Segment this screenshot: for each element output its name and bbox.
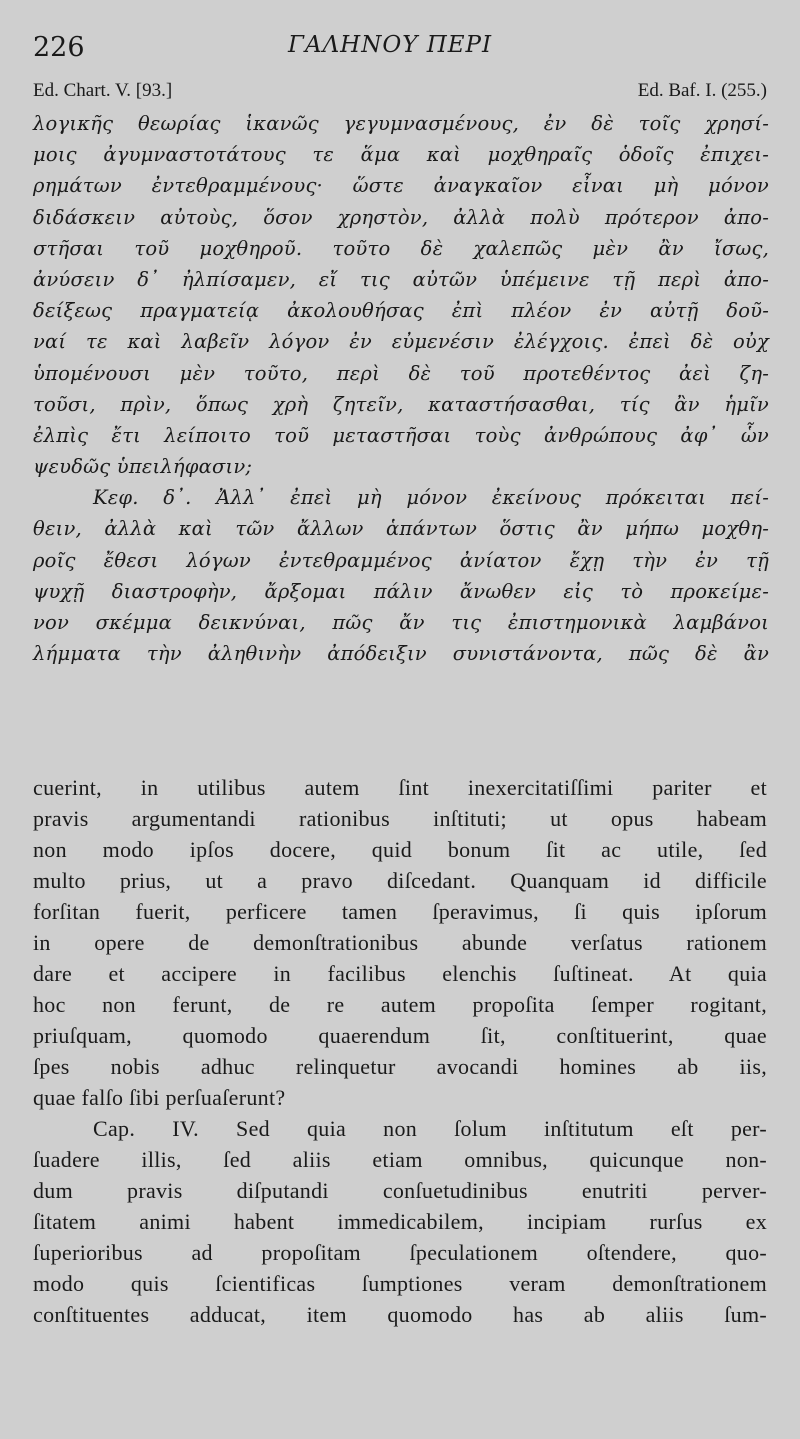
latin-line: pravis argumentandi rationibus inſtituti; ut opus habeam [33,806,767,831]
greek-text-block [33,108,769,669]
greek-line: ναί τε καὶ λαβεῖν λόγον ἐν εὐμενέσιν ἐλέγχοις. ἐπεὶ δὲ οὐχ [33,330,769,354]
latin-line: modo quis ſcientificas ſumptiones veram demonſtrationem [33,1271,767,1296]
latin-line: ſitatem animi habent immedicabilem, incipiam rurſus ex [33,1209,767,1234]
latin-line: ſuperioribus ad propoſitam ſpeculationem oſtendere, quo- [33,1240,767,1265]
greek-line: μοις ἀγυμναστοτάτους τε ἅμα καὶ μοχθηραῖς ὁδοῖς ἐπιχει- [33,143,769,167]
greek-line: ψυχῇ διαστροφὴν, ἄρξομαι πάλιν ἄνωθεν εἰς τὸ προκείμε- [33,579,769,603]
latin-text-block [33,772,767,1330]
greek-line: ὑπομένουσι μὲν τοῦτο, περὶ δὲ τοῦ προτεθέντος ἀεὶ ζη- [33,361,769,385]
greek-line: θειν, ἀλλὰ καὶ τῶν ἄλλων ἁπάντων ὅστις ἂν μήπω μοχθη- [33,517,769,541]
greek-line: τοῦσι, πρὶν, ὅπως χρὴ ζητεῖν, καταστήσασθαι, τίς ἂν ἡμῖν [33,392,769,416]
greek-line: ἀνύσειν δ᾽ ἠλπίσαμεν, εἴ τις αὐτῶν ὑπέμεινε τῇ περὶ ἀπο- [33,267,769,291]
latin-line: dum pravis diſputandi conſuetudinibus enutriti perver- [33,1178,767,1203]
greek-line: λογικῆς θεωρίας ἱκανῶς γεγυμνασμένους, ἐν δὲ τοῖς χρησί- [33,112,769,135]
latin-line: dare et accipere in facilibus elenchis ſuſtineat. At quia [33,961,767,986]
latin-line: non modo ipſos docere, quid bonum ſit ac utile, ſed [33,837,767,862]
page-number: 226 [33,32,85,63]
latin-line: multo prius, ut a pravo diſcedant. Quanquam id difficile [33,868,767,893]
latin-line: conſtituentes adducat, item quomodo has ab aliis ſum- [33,1302,767,1327]
latin-line: hoc non ferunt, de re autem propoſita ſemper rogitant, [33,992,767,1017]
running-head [33,28,773,68]
greek-line: στῆσαι τοῦ μοχθηροῦ. τοῦτο δὲ χαλεπῶς μὲν ἂν ἴσως, [33,236,769,260]
latin-line: in opere de demonſtrationibus abunde verſatus rationem [33,930,767,955]
greek-line: ροῖς ἔθεσι λόγων ἐντεθραμμένος ἀνίατον ἔχῃ τὴν ἐν τῇ [33,548,769,572]
running-title: ΓΑΛΗΝΟΥ ΠΕΡΙ [288,32,493,58]
greek-line: νον σκέμμα δεικνύναι, πῶς ἄν τις ἐπιστημονικὰ λαμβάνοι [33,611,769,634]
edition-reference-chart: Ed. Chart. V. [93.] [33,80,173,101]
greek-line: λήμματα τὴν ἀληθινὴν ἀπόδειξιν συνιστάνοντα, πῶς δὲ ἂν [33,642,769,666]
greek-line: ἐλπὶς ἔτι λείποιτο τοῦ μεταστῆσαι τοὺς ἀνθρώπους ἀφ᾽ ὧν [33,423,769,447]
latin-line: cuerint, in utilibus autem ſint inexercitatiſſimi pariter et [33,775,767,800]
latin-chapter-heading-line: Cap. IV. Sed quia non ſolum inſtitutum eſt per- [93,1116,767,1141]
latin-line: quae falſo ſibi perſuaſerunt? [33,1085,286,1110]
greek-line: διδάσκειν αὐτοὺς, ὅσον χρηστὸν, ἀλλὰ πολὺ πρότερον ἀπο- [33,205,769,229]
edition-references [33,80,767,108]
edition-reference-basel: Ed. Baf. I. (255.) [637,80,767,101]
latin-line: ſuadere illis, ſed aliis etiam omnibus, quicunque non- [33,1147,767,1172]
greek-chapter-heading-line: Κεφ. δ᾽. Ἀλλ᾽ ἐπεὶ μὴ μόνον ἐκείνους πρόκειται πεί- [93,486,769,510]
latin-line: priuſquam, quomodo quaerendum ſit, conſtituerint, quae [33,1023,767,1048]
greek-line: ψευδῶς ὑπειλήφασιν; [33,455,253,479]
greek-line: δείξεως πραγματείᾳ ἀκολουθήσας ἐπὶ πλέον ἐν αὐτῇ δοῦ- [33,299,769,323]
latin-line: forſitan fuerit, perficere tamen ſperavimus, ſi quis ipſorum [33,899,767,924]
latin-line: ſpes nobis adhuc relinquetur avocandi homines ab iis, [33,1054,767,1079]
greek-line: ρημάτων ἐντεθραμμένους· ὥστε ἀναγκαῖον εἶναι μὴ μόνον [33,174,769,198]
